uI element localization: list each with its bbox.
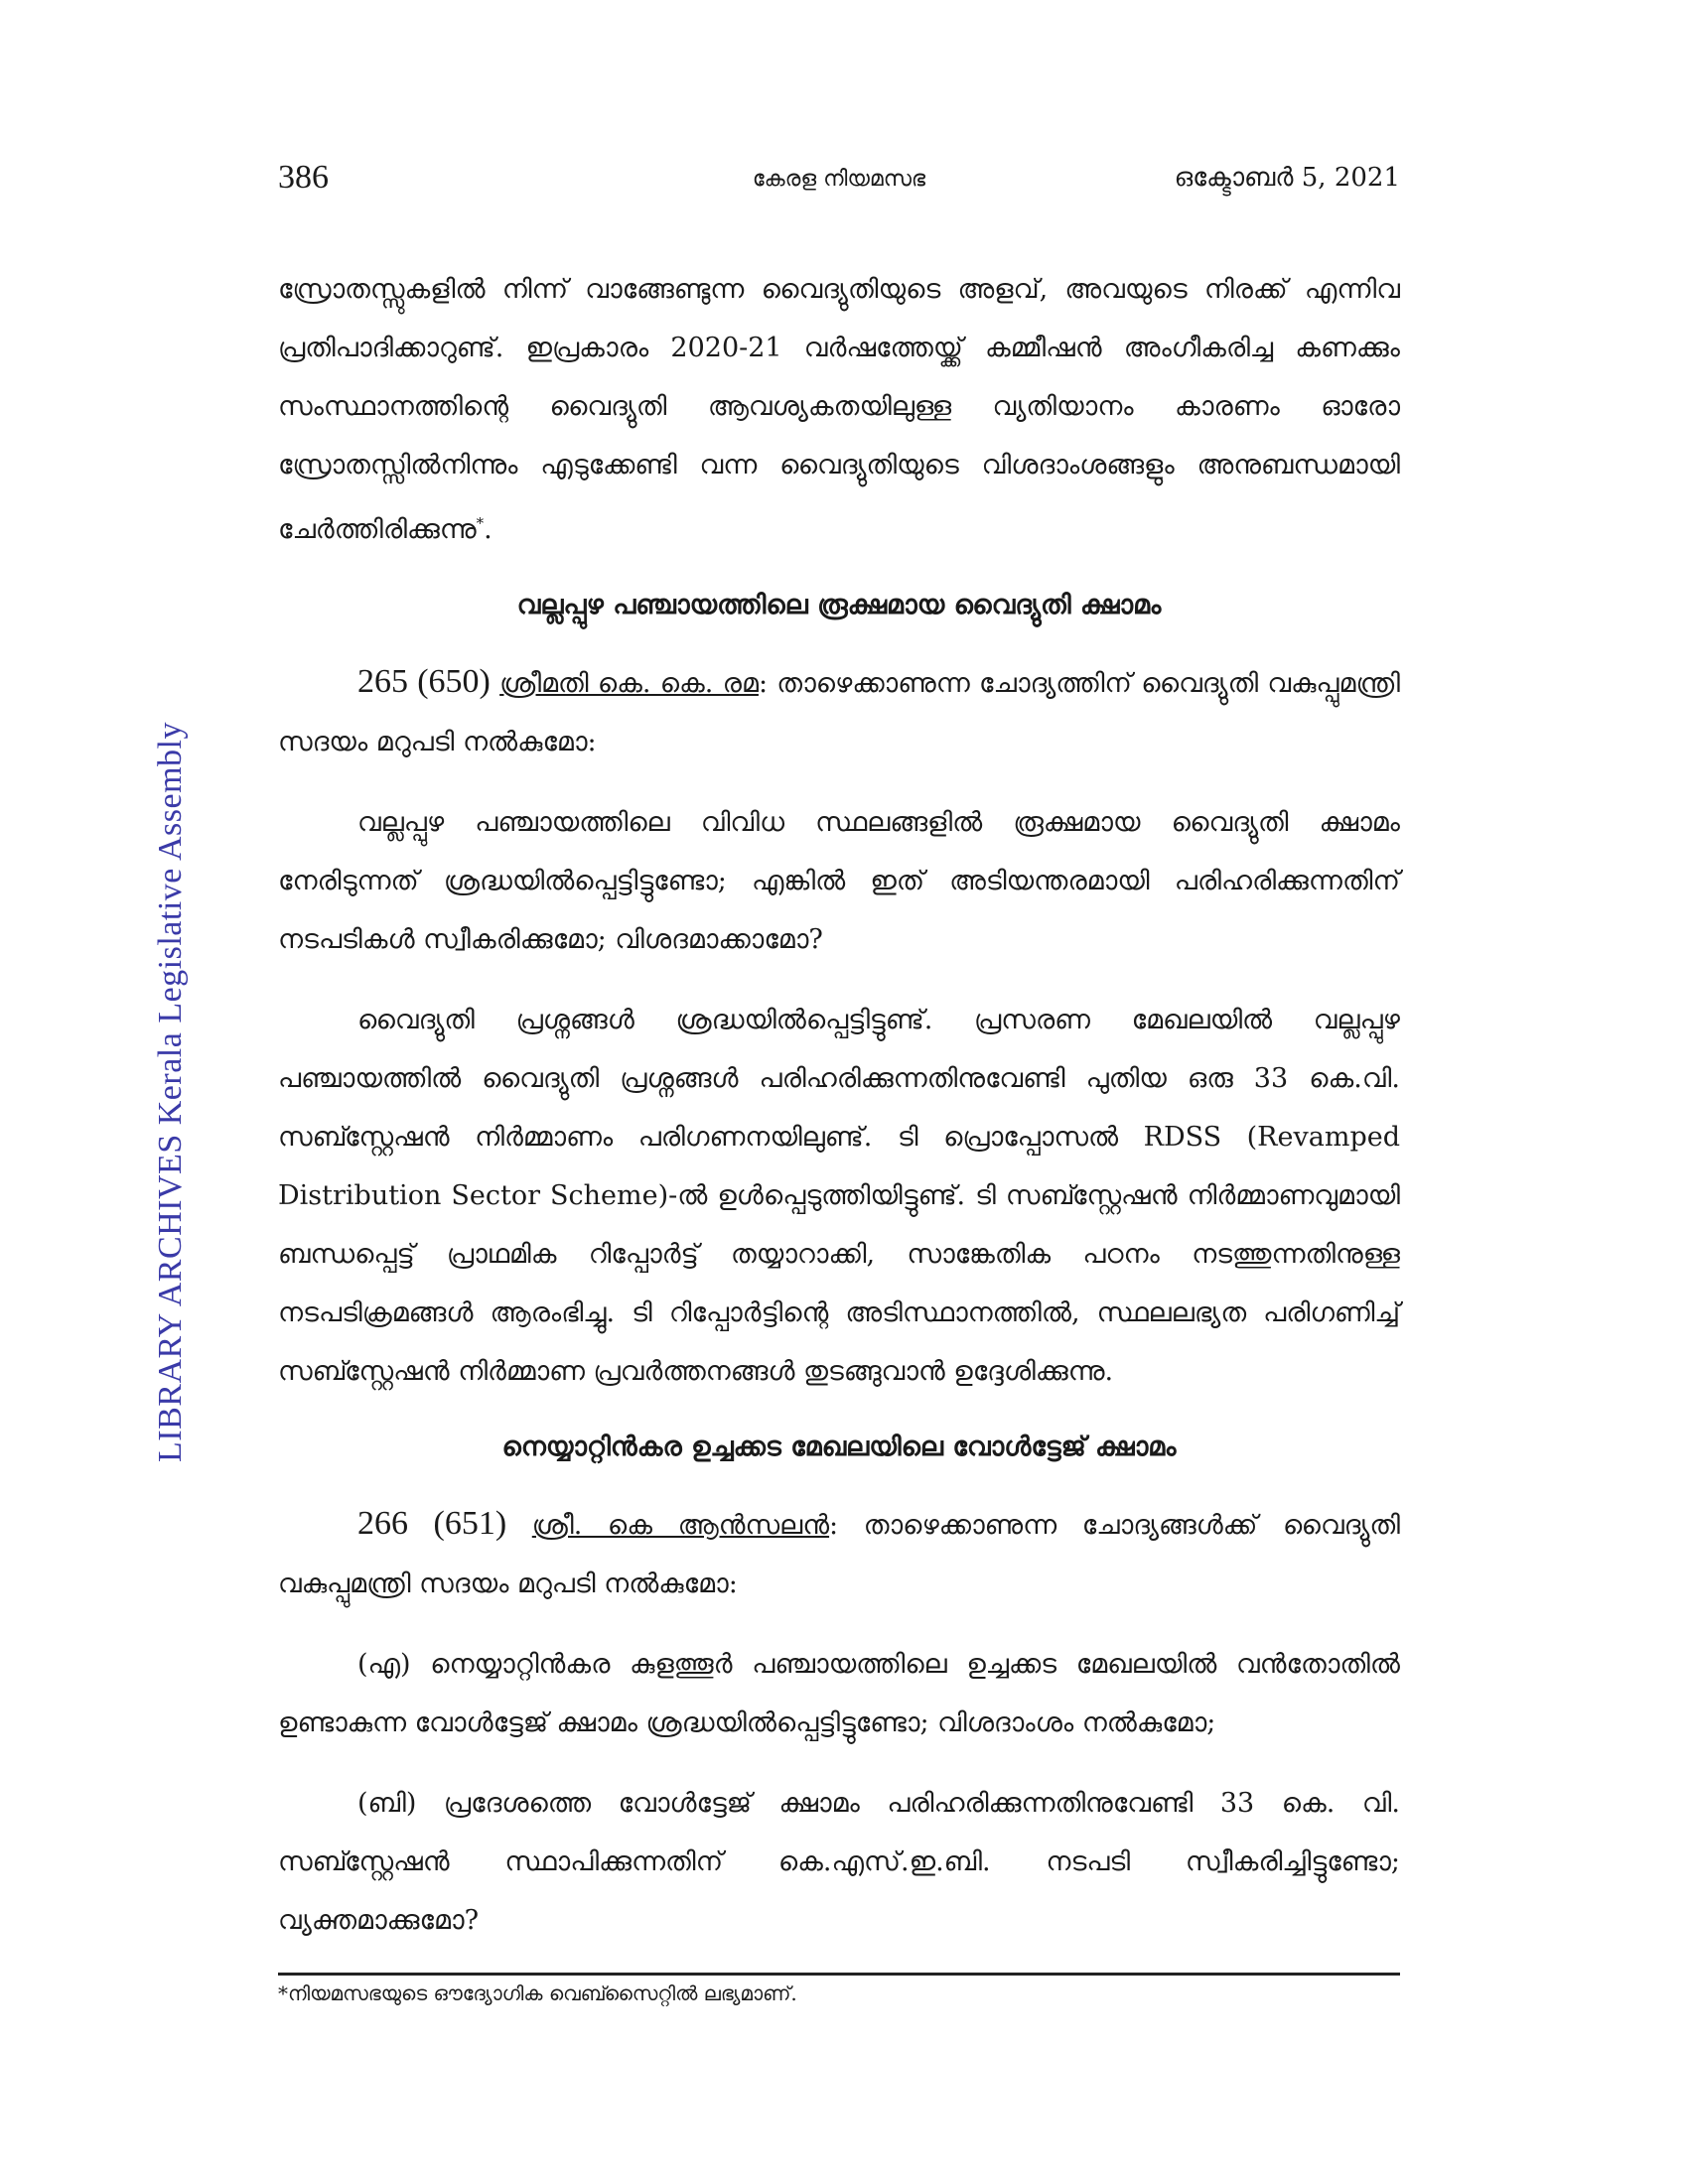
intro-text: സ്രോതസ്സുകളിൽ നിന്ന് വാങ്ങേണ്ടുന്ന വൈദ്യുതിയുടെ അളവ്, അവയുടെ നിരക്ക് എന്നിവ പ്രതിപാദിക്കാറുണ്ട്. ഇപ്രകാരം 2020-21 വർഷത്തേയ്ക്ക് കമ്മീഷൻ അംഗീകരിച്ച കണക്കും സംസ്ഥാനത്തിന്റെ വൈദ്യുതി ആവശ്യകതയിലുള്ള വ്യതിയാനം കാരണം ഓരോ സ്രോതസ്സിൽനിന്നും എടുക്കേണ്ടി വന്ന വൈദ്യുതിയുടെ വിശദാംശങ്ങളും അനുബന്ധമായി ചേർത്തിരിക്കുന്നു	[278, 274, 1400, 545]
question-intro-text: : താഴെക്കാണുന്ന ചോദ്യങ്ങൾക്ക് വൈദ്യുതി വകുപ്പുമന്ത്രി സദയം മറുപടി നൽകുമോ:	[278, 1510, 1400, 1599]
question-intro-text: : താഴെക്കാണുന്ന ചോദ്യത്തിന് വൈദ്യുതി വകുപ്പുമന്ത്രി സദയം മറുപടി നൽകുമോ:	[278, 668, 1400, 757]
page-number: 386	[278, 159, 329, 196]
member-name: ശ്രീമതി കെ. കെ. രമ	[499, 668, 759, 699]
answer-text: വൈദ്യുതി പ്രശ്നങ്ങൾ ശ്രദ്ധയിൽപ്പെട്ടിട്ടുണ്ട്. പ്രസരണ മേഖലയിൽ വല്ലപ്പുഴ പഞ്ചായത്തിൽ വൈദ്യുതി പ്രശ്നങ്ങൾ പരിഹരിക്കുന്നതിനുവേണ്ടി പുതിയ ഒരു 33 കെ.വി. സബ്സ്റ്റേഷൻ നിർമ്മാണം പരിഗണനയിലുണ്ട്. ടി പ്രൊപ്പോസൽ RDSS (Revamped Distribution Sector Scheme)-ൽ ഉൾപ്പെടുത്തിയിട്ടുണ്ട്. ടി സബ്സ്റ്റേഷൻ നിർമ്മാണവുമായി ബന്ധപ്പെട്ട് പ്രാഥമിക റിപ്പോർട്ട് തയ്യാറാക്കി, സാങ്കേതിക പഠനം നടത്തുന്നതിനുള്ള നടപടിക്രമങ്ങൾ ആരംഭിച്ചു. ടി റിപ്പോർട്ടിന്റെ അടിസ്ഥാനത്തിൽ, സ്ഥലലഭ്യത പരിഗണിച്ച് സബ്സ്റ്റേഷൻ നിർമ്മാണ പ്രവർത്തനങ്ങൾ തുടങ്ങുവാൻ ഉദ്ദേശിക്കുന്നു.	[278, 1005, 1400, 1387]
question-intro	[278, 652, 1400, 771]
section-heading: നെയ്യാറ്റിൻകര ഉച്ചക്കട മേഖലയിലെ വോൾട്ടേജ് ക്ഷാമം	[501, 1432, 1177, 1462]
intro-paragraph: സ്രോതസ്സുകളിൽ നിന്ന് വാങ്ങേണ്ടുന്ന വൈദ്യുതിയുടെ അളവ്, അവയുടെ നിരക്ക് എന്നിവ പ്രതിപാദിക്കാറുണ്ട്. ഇപ്രകാരം 2020-21 വർഷത്തേയ്ക്ക് കമ്മീഷൻ അംഗീകരിച്ച കണക്കും സംസ്ഥാനത്തിന്റെ വൈദ്യുതി ആവശ്യകതയിലുള്ള വ്യതിയാനം കാരണം ഓരോ സ്രോതസ്സിൽനിന്നും എടുക്കേണ്ടി വന്ന വൈദ്യുതിയുടെ വിശദാംശങ്ങളും അനുബന്ധമായി ചേർത്തിരിക്കുന്നു*.	[278, 274, 1400, 545]
footnote: *നിയമസഭയുടെ ഔദ്യോഗിക വെബ്സൈറ്റിൽ ലഭ്യമാണ്.	[278, 1981, 797, 2005]
question-text: വല്ലപ്പുഴ പഞ്ചായത്തിലെ വിവിധ സ്ഥലങ്ങളിൽ രൂക്ഷമായ വൈദ്യുതി ക്ഷാമം നേരിടുന്നത് ശ്രദ്ധയിൽപ്പെട്ടിട്ടുണ്ടോ; എങ്കിൽ ഇത് അടിയന്തരമായി പരിഹരിക്കുന്നതിന് നടപടികൾ സ്വീകരിക്കുമോ; വിശദമാക്കാമോ?	[278, 807, 1400, 955]
question-number: 266 (651)	[357, 1505, 507, 1542]
footnote-divider	[278, 1973, 1400, 1976]
question-number: 265 (650)	[357, 663, 491, 700]
page-body	[278, 260, 1400, 1972]
footnote-marker[interactable]: *	[476, 514, 485, 532]
page-header	[278, 159, 1400, 208]
question-part-a: (എ) നെയ്യാറ്റിൻകര കുളത്തൂർ പഞ്ചായത്തിലെ ഉച്ചക്കട മേഖലയിൽ വൻതോതിൽ ഉണ്ടാകുന്ന വോൾട്ടേജ് ക്ഷാമം ശ്രദ്ധയിൽപ്പെട്ടിട്ടുണ്ടോ; വിശദാംശം നൽകുമോ;	[278, 1649, 1400, 1738]
section-heading: വല്ലപ്പുഴ പഞ്ചായത്തിലെ രൂക്ഷമായ വൈദ്യുതി ക്ഷാമം	[516, 590, 1162, 620]
archive-watermark: LIBRARY ARCHIVES Kerala Legislative Assembly	[152, 721, 189, 1463]
question-intro	[278, 1494, 1400, 1613]
header-date: ഒക്ടോബർ 5, 2021	[1174, 163, 1400, 193]
question-part-b: (ബി) പ്രദേശത്തെ വോൾട്ടേജ് ക്ഷാമം പരിഹരിക്കുന്നതിനുവേണ്ടി 33 കെ. വി. സബ്സ്റ്റേഷൻ സ്ഥാപിക്കുന്നതിന് കെ.എസ്.ഇ.ബി. നടപടി സ്വീകരിച്ചിട്ടുണ്ടോ; വ്യക്തമാക്കുമോ?	[278, 1788, 1400, 1936]
header-title: കേരള നിയമസഭ	[752, 167, 926, 192]
member-name: ശ്രീ. കെ ആൻസലൻ	[531, 1510, 830, 1541]
